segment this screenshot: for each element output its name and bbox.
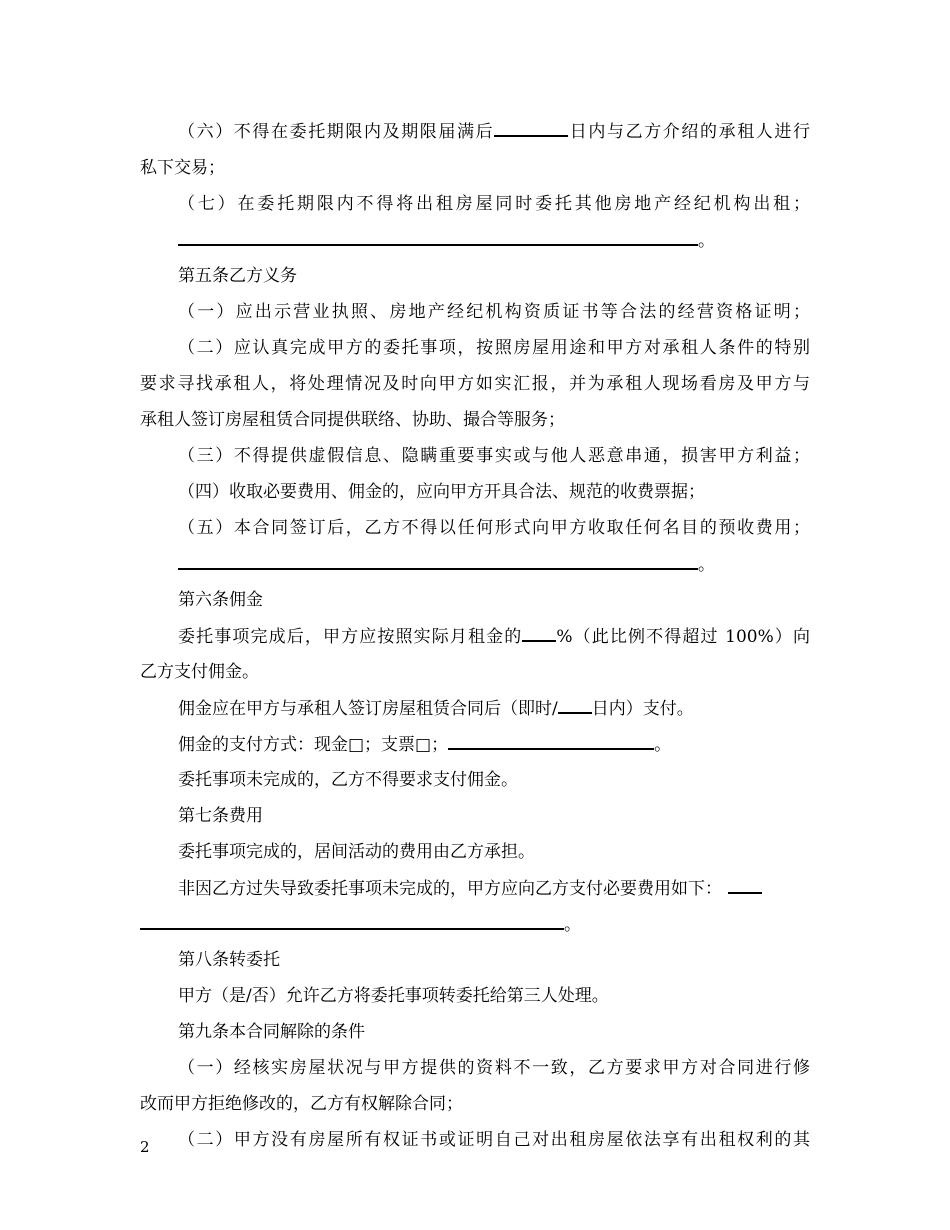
- article-5-heading: 第五条乙方义务: [178, 266, 297, 286]
- fill-blank: [448, 733, 654, 750]
- article-5-item-1: （一）应出示营业执照、房地产经纪机构资质证书等合法的经营资格证明；: [178, 302, 810, 322]
- clause-6-line-2: 私下交易；: [140, 158, 225, 178]
- page-number: 2: [140, 1138, 150, 1156]
- article-5-item-2-line-1: （二）应认真完成甲方的委托事项，按照房屋用途和甲方对承租人条件的特别: [178, 338, 810, 358]
- article-5-item-3: （三）不得提供虚假信息、隐瞒重要事实或与他人恶意串通，损害甲方利益；: [178, 446, 810, 466]
- article-6-para-4: 委托事项未完成的，乙方不得要求支付佣金。: [178, 770, 518, 790]
- article-9-item-1-line-2: 改而甲方拒绝修改的，乙方有权解除合同；: [140, 1094, 463, 1114]
- blank-line-1: 。: [178, 229, 715, 252]
- fill-blank: [558, 697, 592, 714]
- article-5-item-5: （五）本合同签订后，乙方不得以任何形式向甲方收取任何名目的预收费用；: [178, 518, 810, 538]
- article-8-para: 甲方（是/否）允许乙方将委托事项转委托给第三人处理。: [178, 986, 609, 1006]
- blank-line-3: 。: [140, 913, 581, 936]
- article-5-item-2-line-3: 承租人签订房屋租赁合同提供联络、协助、撮合等服务；: [140, 410, 565, 430]
- article-6-para-2: 佣金应在甲方与承租人签订房屋租赁合同后（即时/ 日内）支付。: [178, 699, 694, 719]
- fill-blank: [494, 120, 568, 137]
- fill-blank: [178, 229, 698, 246]
- article-6-para-3: 佣金的支付方式：现金□；支票□； 。: [178, 735, 672, 755]
- fill-blank: [178, 553, 698, 570]
- fill-blank: [522, 625, 556, 642]
- article-6-para-1-line-2: 乙方支付佣金。: [140, 662, 259, 682]
- article-9-heading: 第九条本合同解除的条件: [178, 1022, 365, 1042]
- clause-6-line-1: （六）不得在委托期限内及期限届满后 日内与乙方介绍的承租人进行: [178, 122, 811, 142]
- article-5-item-4: （四）收取必要费用、佣金的，应向甲方开具合法、规范的收费票据；: [178, 482, 705, 502]
- article-9-item-1-line-1: （一）经核实房屋状况与甲方提供的资料不一致，乙方要求甲方对合同进行修: [178, 1058, 810, 1078]
- fill-blank: [140, 913, 564, 930]
- blank-line-2: 。: [178, 553, 715, 576]
- article-7-heading: 第七条费用: [178, 806, 263, 826]
- fill-blank: [728, 877, 762, 894]
- article-6-para-1-line-1: 委托事项完成后，甲方应按照实际月租金的 %（此比例不得超过 100%）向: [178, 627, 810, 647]
- article-5-item-2-line-2: 要求寻找承租人，将处理情况及时向甲方如实汇报，并为承租人现场看房及甲方与: [140, 374, 810, 394]
- article-7-para-1: 委托事项完成的，居间活动的费用由乙方承担。: [178, 842, 535, 862]
- article-8-heading: 第八条转委托: [178, 950, 280, 970]
- clause-7-line: （七）在委托期限内不得将出租房屋同时委托其他房地产经纪机构出租；: [178, 194, 810, 214]
- article-7-para-2-line-1: 非因乙方过失导致委托事项未完成的，甲方应向乙方支付必要费用如下：: [178, 877, 762, 900]
- article-9-item-2-line-1: （二）甲方没有房屋所有权证书或证明自己对出租房屋依法享有出租权利的其: [178, 1130, 810, 1150]
- article-6-heading: 第六条佣金: [178, 590, 263, 610]
